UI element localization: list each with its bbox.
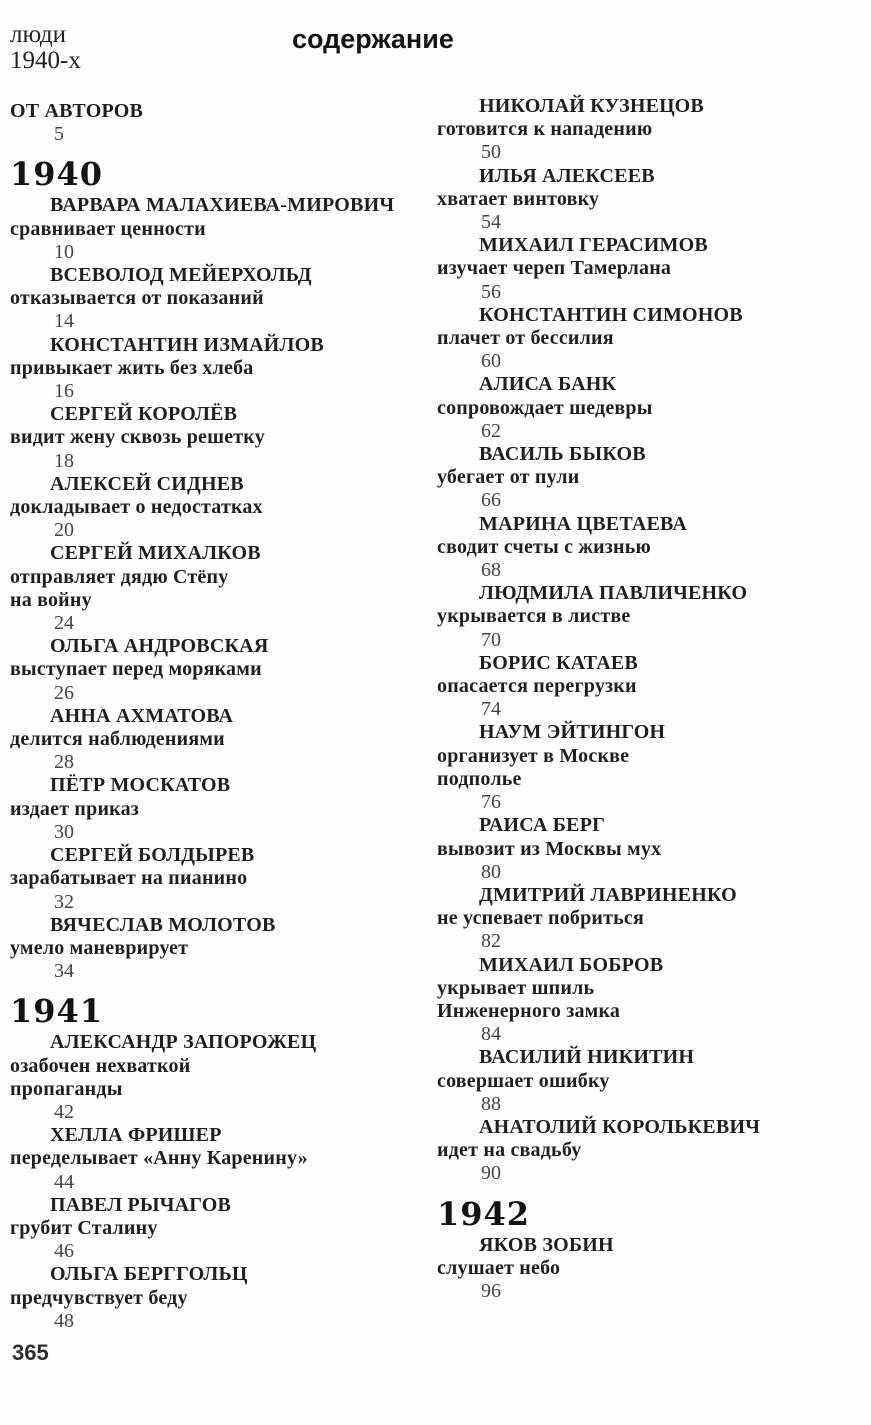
year-heading: 1941 (10, 992, 104, 1031)
entry-person-name: СЕРГЕЙ БОЛДЫРЕВ (50, 844, 255, 867)
entry-person-name: АЛЕКСЕЙ СИДНЕВ (50, 472, 244, 495)
toc-entry (10, 844, 432, 914)
entry-page-number: 28 (54, 751, 74, 774)
brand-line-2: 1940-х (10, 47, 81, 74)
toc-entry (437, 443, 867, 513)
entry-person-name: СЕРГЕЙ МИХАЛКОВ (50, 542, 261, 565)
entry-action-line: укрывается в листве (437, 605, 631, 628)
entry-page-number: 18 (54, 449, 74, 472)
entry-action-line: организует в Москве (437, 744, 630, 767)
front-matter-entry (10, 100, 432, 146)
entry-page-number: 50 (481, 141, 501, 164)
folio-page-number: 365 (12, 1340, 49, 1365)
entry-action-line: на войну (10, 588, 92, 611)
toc-entry (10, 774, 432, 844)
year-heading: 1942 (437, 1194, 531, 1233)
entry-person-name: МИХАИЛ БОБРОВ (479, 953, 664, 976)
entry-page-number: 44 (54, 1170, 74, 1193)
entry-action-line: отказывается от показаний (10, 287, 264, 310)
year-heading: 1940 (10, 155, 104, 194)
entry-person-name: БОРИС КАТАЕВ (479, 651, 638, 674)
toc-entry (437, 582, 867, 652)
entry-person-name: ОЛЬГА АНДРОВСКАЯ (50, 635, 269, 658)
entry-person-name: ЯКОВ ЗОБИН (479, 1233, 614, 1256)
toc-entry (10, 473, 432, 543)
entry-page-number: 56 (481, 280, 501, 303)
entry-person-name: ПЁТР МОСКАТОВ (50, 774, 231, 797)
entry-person-name: ВЯЧЕСЛАВ МОЛОТОВ (50, 913, 276, 936)
entry-page-number: 90 (481, 1162, 501, 1185)
entry-person-name: АЛЕКСАНДР ЗАПОРОЖЕЦ (50, 1031, 317, 1054)
toc-entry (437, 721, 867, 814)
toc-entry (437, 954, 867, 1047)
entry-action-line: привыкает жить без хлеба (10, 356, 254, 379)
toc-entry (437, 165, 867, 235)
toc-entry (437, 95, 867, 165)
entry-action-line: озабочен нехваткой (10, 1054, 191, 1077)
entry-action-line: плачет от бессилия (437, 327, 614, 350)
entry-action-line: зарабатывает на пианино (10, 867, 248, 890)
toc-entry (10, 705, 432, 775)
entry-action-line: вывозит из Москвы мух (437, 837, 662, 860)
entry-page-number: 54 (481, 211, 501, 234)
toc-entry (10, 1031, 432, 1124)
brand-line-1: люди (10, 21, 66, 48)
entry-action-line: совершает ошибку (437, 1069, 610, 1092)
entry-person-name: ИЛЬЯ АЛЕКСЕЕВ (479, 164, 655, 187)
entry-person-name: ДМИТРИЙ ЛАВРИНЕНКО (479, 883, 737, 906)
entry-action-line: опасается перегрузки (437, 675, 637, 698)
entry-page-number: 5 (54, 123, 64, 146)
toc-entry (10, 542, 432, 635)
entry-action-line: убегает от пули (437, 466, 580, 489)
entry-action-line: делится наблюдениями (10, 728, 225, 751)
entry-page-number: 34 (54, 960, 74, 983)
entry-action-line: укрывает шпиль (437, 976, 595, 999)
entry-action-line: готовится к нападению (437, 118, 653, 141)
entry-person-name: ВАСИЛЬ БЫКОВ (479, 443, 646, 466)
toc-column-left (10, 100, 432, 1333)
toc-entry (10, 194, 432, 264)
toc-entry (10, 1263, 432, 1333)
entry-person-name: КОНСТАНТИН СИМОНОВ (479, 303, 743, 326)
page-title: содержание (292, 24, 454, 54)
toc-entry (10, 1194, 432, 1264)
entry-action-line: отправляет дядю Стёпу (10, 565, 229, 588)
entry-person-name: НАУМ ЭЙТИНГОН (479, 721, 666, 744)
entry-person-name: ВАРВАРА МАЛАХИЕВА-МИРОВИЧ (50, 194, 395, 217)
entry-action-line: грубит Сталину (10, 1216, 158, 1239)
toc-entry (10, 264, 432, 334)
entry-person-name: НИКОЛАЙ КУЗНЕЦОВ (479, 95, 704, 117)
entry-action-line: слушает небо (437, 1256, 561, 1279)
entry-person-name: ВСЕВОЛОД МЕЙЕРХОЛЬД (50, 264, 312, 287)
entry-page-number: 70 (481, 628, 501, 651)
entry-person-name: ЛЮДМИЛА ПАВЛИЧЕНКО (479, 582, 748, 605)
entry-page-number: 60 (481, 350, 501, 373)
entry-page-number: 80 (481, 860, 501, 883)
entry-action-line: Инженерного замка (437, 999, 621, 1022)
entry-person-name: РАИСА БЕРГ (479, 814, 606, 837)
toc-entry (437, 513, 867, 583)
entry-action-line: сводит счеты с жизнью (437, 535, 652, 558)
entry-action-line: докладывает о недостатках (10, 496, 263, 519)
entry-person-name: КОНСТАНТИН ИЗМАЙЛОВ (50, 333, 324, 356)
toc-entry (437, 1234, 867, 1304)
toc-entry (437, 814, 867, 884)
entry-page-number: 46 (54, 1240, 74, 1263)
toc-entry (437, 373, 867, 443)
entry-page-number: 74 (481, 698, 501, 721)
entry-page-number: 24 (54, 612, 74, 635)
entry-page-number: 10 (54, 240, 74, 263)
entry-person-name: АННА АХМАТОВА (50, 704, 234, 727)
entry-person-name: АНАТОЛИЙ КОРОЛЬКЕВИЧ (479, 1115, 761, 1138)
entry-person-name: СЕРГЕЙ КОРОЛЁВ (50, 403, 238, 426)
toc-entry (437, 234, 867, 304)
entry-action-line: переделывает «Анну Каренину» (10, 1147, 308, 1170)
book-brand (10, 22, 81, 74)
toc-entry (10, 914, 432, 984)
entry-person-name: ВАСИЛИЙ НИКИТИН (479, 1046, 695, 1069)
entry-action-line: умело маневрирует (10, 936, 189, 959)
entry-action-line: изучает череп Тамерлана (437, 257, 672, 280)
toc-entry (10, 334, 432, 404)
entry-page-number: 82 (481, 930, 501, 953)
entry-action-line: предчувствует беду (10, 1286, 188, 1309)
entry-action-line: издает приказ (10, 797, 140, 820)
entry-person-name: ОЛЬГА БЕРГГОЛЬЦ (50, 1263, 248, 1286)
entry-page-number: 42 (54, 1100, 74, 1123)
entry-person-name: АЛИСА БАНК (479, 373, 617, 396)
toc-entry (10, 403, 432, 473)
entry-person-name: МАРИНА ЦВЕТАЕВА (479, 512, 687, 535)
entry-page-number: 88 (481, 1092, 501, 1115)
entry-action-line: сравнивает ценности (10, 217, 206, 240)
entry-action-line: не успевает побриться (437, 907, 645, 930)
entry-page-number: 32 (54, 890, 74, 913)
toc-entry (437, 1116, 867, 1186)
entry-page-number: 96 (481, 1279, 501, 1302)
entry-page-number: 62 (481, 419, 501, 442)
entry-page-number: 20 (54, 519, 74, 542)
entry-action-line: выступает перед моряками (10, 658, 262, 681)
entry-page-number: 30 (54, 820, 74, 843)
entry-page-number: 14 (54, 310, 74, 333)
toc-entry (437, 652, 867, 722)
toc-column-right (437, 95, 867, 1303)
entry-page-number: 48 (54, 1309, 74, 1332)
toc-entry (437, 884, 867, 954)
entry-page-number: 68 (481, 559, 501, 582)
entry-page-number: 76 (481, 791, 501, 814)
entry-action-line: пропаганды (10, 1077, 123, 1100)
entry-page-number: 66 (481, 489, 501, 512)
entry-page-number: 26 (54, 681, 74, 704)
toc-entry (10, 635, 432, 705)
entry-page-number: 84 (481, 1023, 501, 1046)
entry-action-line: хватает винтовку (437, 187, 600, 210)
toc-entry (10, 1124, 432, 1194)
toc-entry (437, 304, 867, 374)
entry-action-line: видит жену сквозь решетку (10, 426, 265, 449)
entry-title: ОТ АВТОРОВ (10, 100, 144, 122)
entry-action-line: идет на свадьбу (437, 1139, 582, 1162)
entry-person-name: МИХАИЛ ГЕРАСИМОВ (479, 234, 708, 257)
entry-action-line: сопровождает шедевры (437, 396, 653, 419)
entry-person-name: ПАВЕЛ РЫЧАГОВ (50, 1193, 232, 1216)
entry-page-number: 16 (54, 380, 74, 403)
toc-entry (437, 1046, 867, 1116)
entry-person-name: ХЕЛЛА ФРИШЕР (50, 1124, 222, 1147)
entry-action-line: подполье (437, 767, 522, 790)
